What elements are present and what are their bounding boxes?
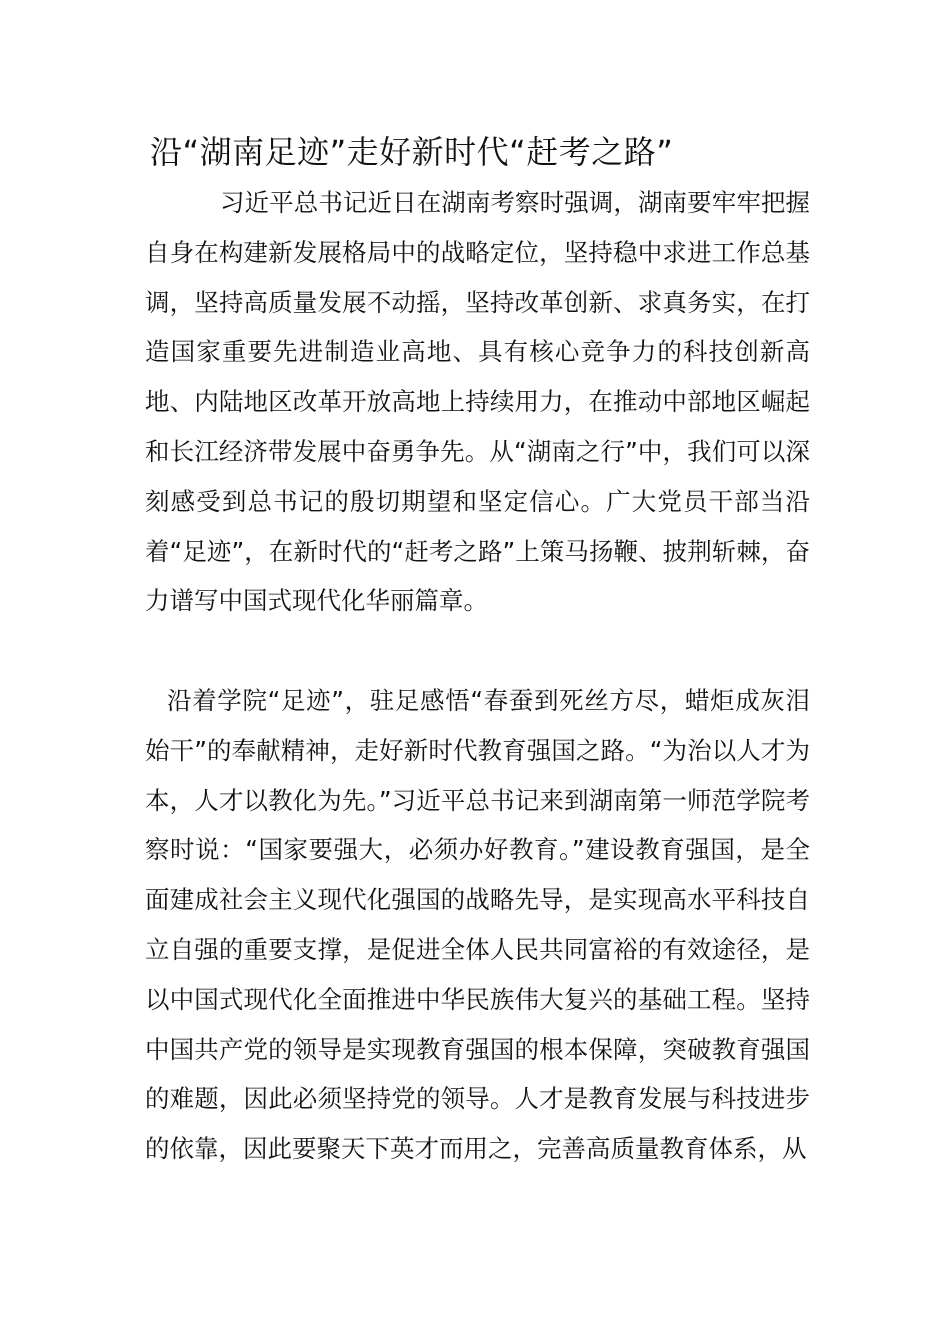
paragraph-2: 沿着学院“足迹”，驻足感悟“春蚕到死丝方尽，蜡炬成灰泪始干”的奉献精神，走好新时代教育强国之路。“为治以人才为本，人才以教化为先。”习近平总书记来到湖南第一师范学院考察时说：“国家要强大，必须办好教育。”建设教育强国，是全面建成社会主义现代化强国的战略先导，是实现高水平科技自立自强的重要支撑，是促进全体人民共同富裕的有效途径，是以中国式现代化全面推进中华民族伟大复兴的基础工程。坚持中国共产党的领导是实现教育强国的根本保障，突破教育强国的难题，因此必须坚持党的领导。人才是教育发展与科技进步的依靠，因此要聚天下英才而用之，完善高质量教育体系，从 [145, 686, 810, 1164]
paragraph-1: 习近平总书记近日在湖南考察时强调，湖南要牢牢把握自身在构建新发展格局中的战略定位，坚持稳中求进工作总基调，坚持高质量发展不动摇，坚持改革创新、求真务实，在打造国家重要先进制造业高地、具有核心竞争力的科技创新高地、内陆地区改革开放高地上持续用力，在推动中部地区崛起和长江经济带发展中奋勇争先。从“湖南之行”中，我们可以深刻感受到总书记的殷切期望和坚定信心。广大党员干部当沿着“足迹”，在新时代的“赶考之路”上策马扬鞭、披荆斩棘，奋力谱写中国式现代化华丽篇章。 [145, 188, 810, 616]
document-title: 沿“湖南足迹”走好新时代“赶考之路” [150, 133, 674, 171]
